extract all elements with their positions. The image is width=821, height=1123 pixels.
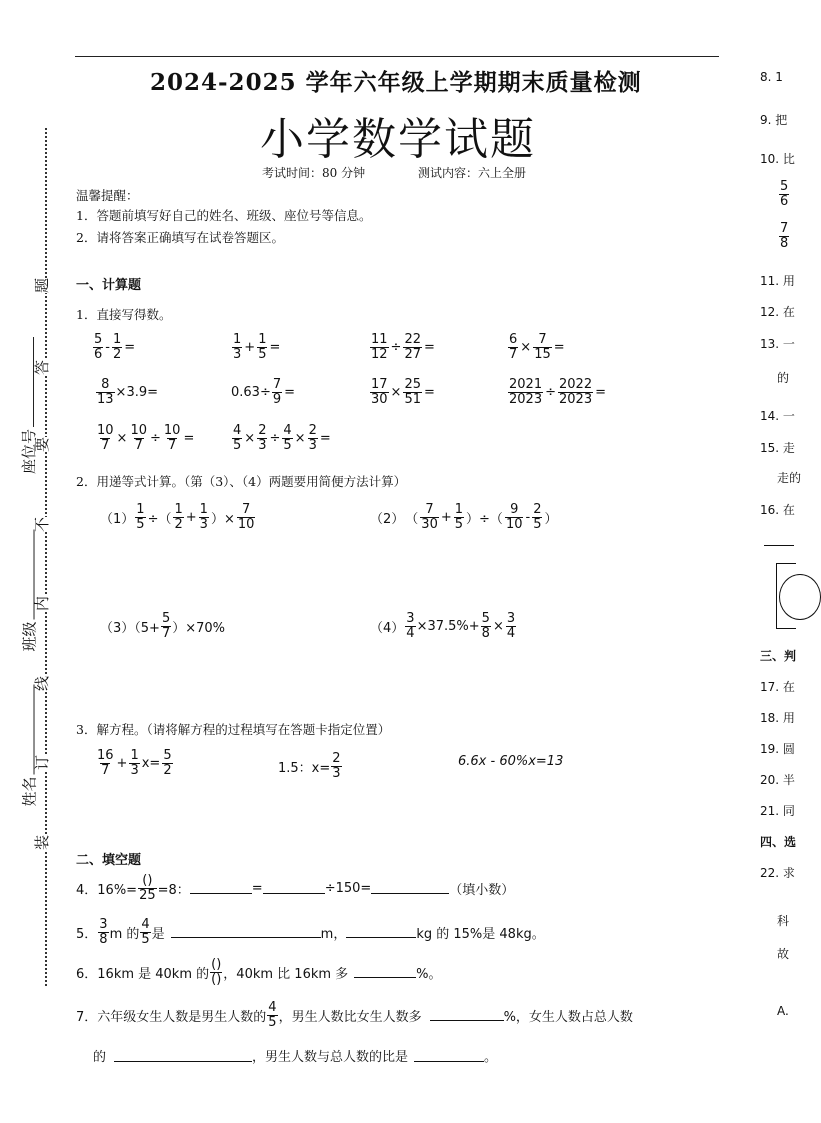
exam-title: 2024-2025 学年六年级上学期期末质量检测 <box>150 69 642 96</box>
q7-line1: 7．六年级女生人数是男生人数的 $\frac{4}{5}$ ，男生人数比女生人数多 %，女生人数占总人数 <box>76 1000 633 1030</box>
right-fragment: 17. 在 <box>760 680 795 694</box>
right-fragment: 19. 圆 <box>760 742 795 756</box>
math-item: $\frac{1}{3}$ + $\frac{1}{5}$ = <box>233 332 281 362</box>
right-fragment: A. <box>777 1004 789 1018</box>
class-label: 班级 <box>20 621 39 652</box>
binding-char: 要 <box>29 437 54 452</box>
binding-char: 装 <box>29 835 54 850</box>
q2-prompt: 2．用递等式计算。（第（3）、（4）两题要用简便方法计算） <box>76 474 407 489</box>
equation-1: $\frac{16}{7}$ + $\frac{1}{3}$ x= $\frac{5}{2}$ <box>97 748 172 778</box>
math-item: $\frac{2021}{2023}$ ÷ $\frac{2022}{2023}$ = <box>509 377 606 407</box>
exam-content: 测试内容：六上全册 <box>418 166 527 180</box>
q7-line2: 的 ，男生人数与总人数的比是 。 <box>93 1050 498 1065</box>
binding-char: 订 <box>29 755 54 770</box>
q1-prompt: 1．直接写得数。 <box>76 307 172 322</box>
section-calc-title: 一、计算题 <box>76 278 142 293</box>
right-fragment: 22. 求 <box>760 866 795 880</box>
reminder-line: 2．请将答案正确填写在试卷答题区。 <box>76 230 284 245</box>
math-item: $\frac{11}{12}$ ÷ $\frac{22}{27}$ = <box>371 332 435 362</box>
right-fragment: 14. 一 <box>760 409 795 423</box>
exam-time: 考试时间：80 分钟 <box>262 166 366 180</box>
class-field[interactable] <box>19 529 40 651</box>
binding-char: 题 <box>29 278 54 293</box>
math-item: $\frac{6}{7}$ × $\frac{7}{15}$ = <box>509 332 565 362</box>
q5: 5． $\frac{3}{8}$ m 的 $\frac{4}{5}$ 是 m， kg 的 15%是 48kg。 <box>76 917 545 947</box>
q6: 6．16km 是 40km 的 $\frac{()}{()}$ ，40km 比 16km 多 %。 <box>76 957 442 987</box>
right-frac: $\frac{5}{6}$ <box>780 179 789 209</box>
right-fragment: 走的 <box>777 471 802 485</box>
section-fill-title: 二、填空题 <box>76 853 142 868</box>
right-fragment: 21. 同 <box>760 804 795 818</box>
math-item: 0.63÷ $\frac{7}{9}$ = <box>231 377 296 407</box>
right-fragment: 故 <box>777 947 790 961</box>
right-fragment: 9. 把 <box>760 113 788 127</box>
math-item: $\frac{4}{5}$ × $\frac{2}{3}$ ÷ $\frac{4}{5}$ × $\frac{2}{3}$ = <box>233 423 331 453</box>
math-item: $\frac{5}{6}$ - $\frac{1}{2}$ = <box>94 332 136 362</box>
circle-figure <box>776 563 796 629</box>
calc-item-3: （3）（5+ $\frac{5}{7}$ ）×70% <box>100 611 226 641</box>
q3-prompt: 3．解方程。（请将解方程的过程填写在答题卡指定位置） <box>76 722 391 737</box>
math-item: $\frac{8}{13}$ ×3.9= <box>97 377 159 407</box>
page-title: 小学数学试题 <box>260 114 536 165</box>
binding-char: 线 <box>29 676 54 691</box>
right-fragment: 科 <box>777 914 790 928</box>
name-label: 姓名 <box>20 776 39 807</box>
right-fragment: 11. 用 <box>760 274 795 288</box>
right-fragment: 8. 1 <box>760 70 783 84</box>
binding-line <box>45 128 47 986</box>
right-frac: $\frac{7}{8}$ <box>780 221 789 251</box>
reminder-line: 1．答题前填写好自己的姓名、班级、座位号等信息。 <box>76 208 372 223</box>
right-fragment: 13. 一 <box>760 337 795 351</box>
calc-item-2: （2） （ $\frac{7}{30}$ + $\frac{1}{5}$ ）÷（ $\frac{9}{10}$ - $\frac{2}{5}$ ） <box>370 502 558 532</box>
right-fragment: 四、选 <box>760 835 797 849</box>
right-fragment: 18. 用 <box>760 711 795 725</box>
q4: 4．16%= $\frac{()}{25}$ =8： = ÷150= （填小数） <box>76 873 515 903</box>
right-fragment: 20. 半 <box>760 773 795 787</box>
seat-field[interactable] <box>18 337 39 474</box>
right-fragment: 三、判 <box>760 649 797 663</box>
calc-item-1: （1） $\frac{1}{5}$ ÷（ $\frac{1}{2}$ + $\frac{1}{3}$ ）× $\frac{7}{10}$ <box>100 502 255 532</box>
binding-char: 不 <box>29 517 54 532</box>
right-fragment: 16. 在 <box>760 503 795 517</box>
math-item: $\frac{17}{30}$ × $\frac{25}{51}$ = <box>371 377 435 407</box>
binding-char: 答 <box>29 360 54 375</box>
math-item: $\frac{10}{7}$ × $\frac{10}{7}$ ÷ $\frac{10}{7}$ = <box>97 423 195 453</box>
right-fragment: 15. 走 <box>760 441 795 455</box>
equation-2: 1.5：x= $\frac{2}{3}$ <box>278 751 341 781</box>
name-field[interactable] <box>19 684 40 806</box>
reminder-title: 温馨提醒： <box>76 188 139 203</box>
binding-char: 内 <box>29 596 54 611</box>
calc-item-4: （4） $\frac{3}{4}$ ×37.5%+ $\frac{5}{8}$ × $\frac{3}{4}$ <box>370 611 516 641</box>
right-fragment: 12. 在 <box>760 305 795 319</box>
right-rule <box>764 545 794 546</box>
equation-3: 6.6x - 60%x=13 <box>458 754 564 769</box>
right-fragment: 10. 比 <box>760 152 795 166</box>
right-fragment: 的 <box>777 371 790 385</box>
top-rule <box>75 56 719 57</box>
seat-label: 座位号 <box>20 428 39 475</box>
